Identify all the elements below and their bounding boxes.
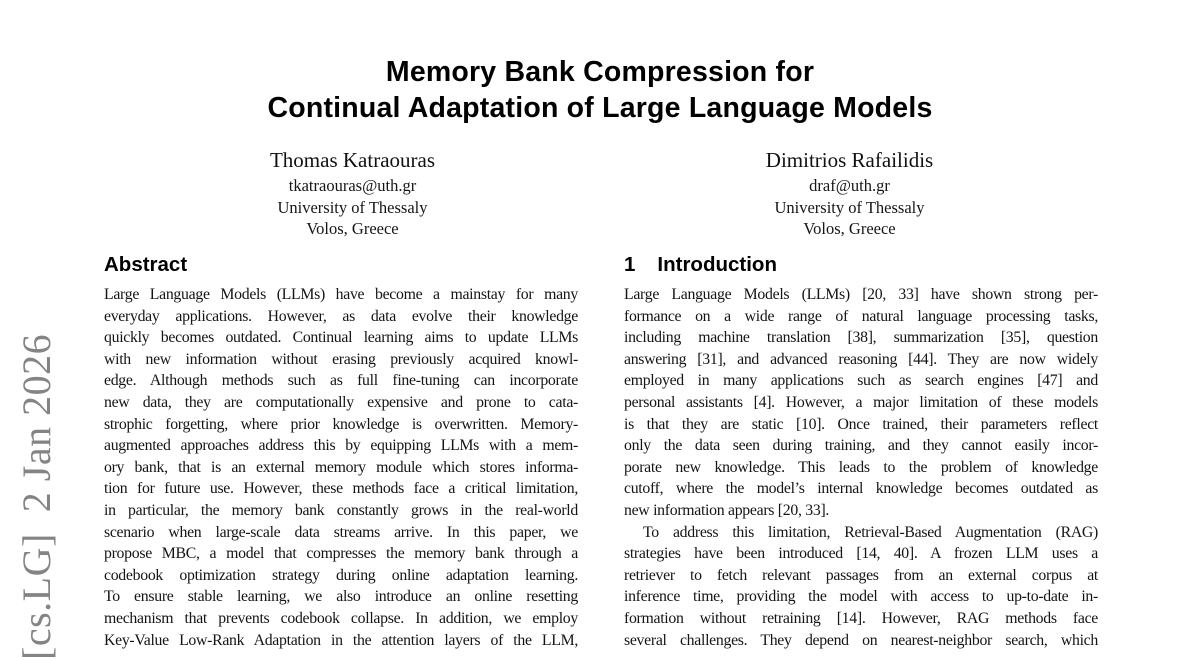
- body-columns: [104, 252, 1098, 651]
- author-affiliation: University of Thessaly: [277, 197, 428, 217]
- author-affiliation: University of Thessaly: [774, 197, 925, 217]
- text-line: including machine translation [38], summarization [35], question: [624, 329, 1098, 347]
- author-name: Thomas Katraouras: [269, 148, 436, 172]
- author-email: draf@uth.gr: [809, 176, 890, 195]
- text-line: formance on a wide range of natural language processing tasks,: [624, 307, 1098, 325]
- text-line: personal assistants [4]. However, a major limitation of these models: [624, 393, 1098, 411]
- introduction-heading: [624, 252, 1098, 278]
- authors-row: [104, 146, 1098, 240]
- text-line: retriever to fetch relevant passages from an external corpus at: [624, 566, 1098, 584]
- text-line: porate new knowledge. This leads to the problem of knowledge: [624, 458, 1098, 476]
- text-line: in particular, the memory bank constantly grows in the real-world: [104, 501, 578, 519]
- text-line: new information appears [20, 33].: [624, 501, 830, 519]
- abstract-body: [104, 284, 578, 651]
- text-line: To address this limitation, Retrieval-Based Augmentation (RAG): [643, 523, 1098, 541]
- introduction-section: [624, 252, 1098, 651]
- author-block-2: [601, 146, 1098, 240]
- text-line: strategies have been introduced [14, 40]. A frozen LLM uses a: [624, 545, 1098, 563]
- text-line: ory bank, that is an external memory module which stores informa-: [104, 458, 578, 476]
- section-number: 1: [624, 253, 636, 276]
- author-block-1: [104, 146, 601, 240]
- author-email: tkatraouras@uth.gr: [288, 176, 417, 195]
- text-line: augmented approaches address this by equipping LLMs with a mem-: [104, 437, 578, 455]
- text-line: new data, they are computationally expensive and prone to cata-: [104, 393, 578, 411]
- author-city: Volos, Greece: [306, 219, 399, 238]
- text-line: quickly becomes outdated. Continual learning aims to update LLMs: [104, 329, 578, 347]
- text-line: codebook optimization strategy during online adaptation learning.: [104, 566, 578, 584]
- text-line: strophic forgetting, where prior knowledge is overwritten. Memory-: [104, 415, 578, 433]
- text-line: mechanism that prevents codebook collapse. In addition, we employ: [104, 609, 578, 627]
- text-line: scenario when large-scale data streams arrive. In this paper, we: [104, 523, 578, 541]
- abstract-section: [104, 252, 578, 651]
- author-city: Volos, Greece: [803, 219, 896, 238]
- text-line: only the data seen during training, and they cannot easily incor-: [624, 437, 1098, 455]
- text-line: Large Language Models (LLMs) [20, 33] have shown strong per-: [624, 286, 1098, 303]
- text-line: tion for future use. However, these methods face a critical limitation,: [104, 480, 578, 498]
- text-line: inference time, providing the model with access to up-to-date in-: [624, 588, 1098, 606]
- author-name: Dimitrios Rafailidis: [765, 148, 934, 172]
- text-line: is that they are static [10]. Once trained, their parameters reflect: [624, 415, 1098, 433]
- text-line: edge. Although methods such as full fine-tuning can incorporate: [104, 372, 578, 390]
- text-line: To ensure stable learning, we also introduce an online resetting: [104, 588, 578, 606]
- paper-title: [0, 54, 1200, 126]
- text-line: propose MBC, a model that compresses the memory bank through a: [104, 545, 578, 563]
- arxiv-stamp: [cs.LG] 2 Jan 2026: [14, 333, 59, 660]
- abstract-heading: Abstract: [104, 253, 188, 276]
- section-heading-label: Introduction: [657, 253, 777, 276]
- text-line: employed in many applications such as search engines [47] and: [624, 372, 1098, 390]
- text-line: Key-Value Low-Rank Adaptation in the attention layers of the LLM,: [104, 631, 578, 649]
- introduction-body: [624, 284, 1098, 651]
- text-line: everyday applications. However, as data evolve their knowledge: [104, 307, 578, 325]
- title-line-2: Continual Adaptation of Large Language Models: [267, 92, 933, 124]
- text-line: with new information without erasing previously acquired knowl-: [104, 350, 578, 368]
- text-line: several challenges. They depend on nearest-neighbor search, which: [624, 631, 1098, 649]
- text-line: formation without retraining [14]. However, RAG methods face: [624, 609, 1098, 627]
- text-line: answering [31], and advanced reasoning [44]. They are now widely: [624, 350, 1098, 368]
- title-line-1: Memory Bank Compression for: [385, 56, 815, 88]
- text-line: cutoff, where the model’s internal knowledge becomes outdated as: [624, 480, 1098, 498]
- text-line: Large Language Models (LLMs) have become a mainstay for many: [104, 286, 578, 303]
